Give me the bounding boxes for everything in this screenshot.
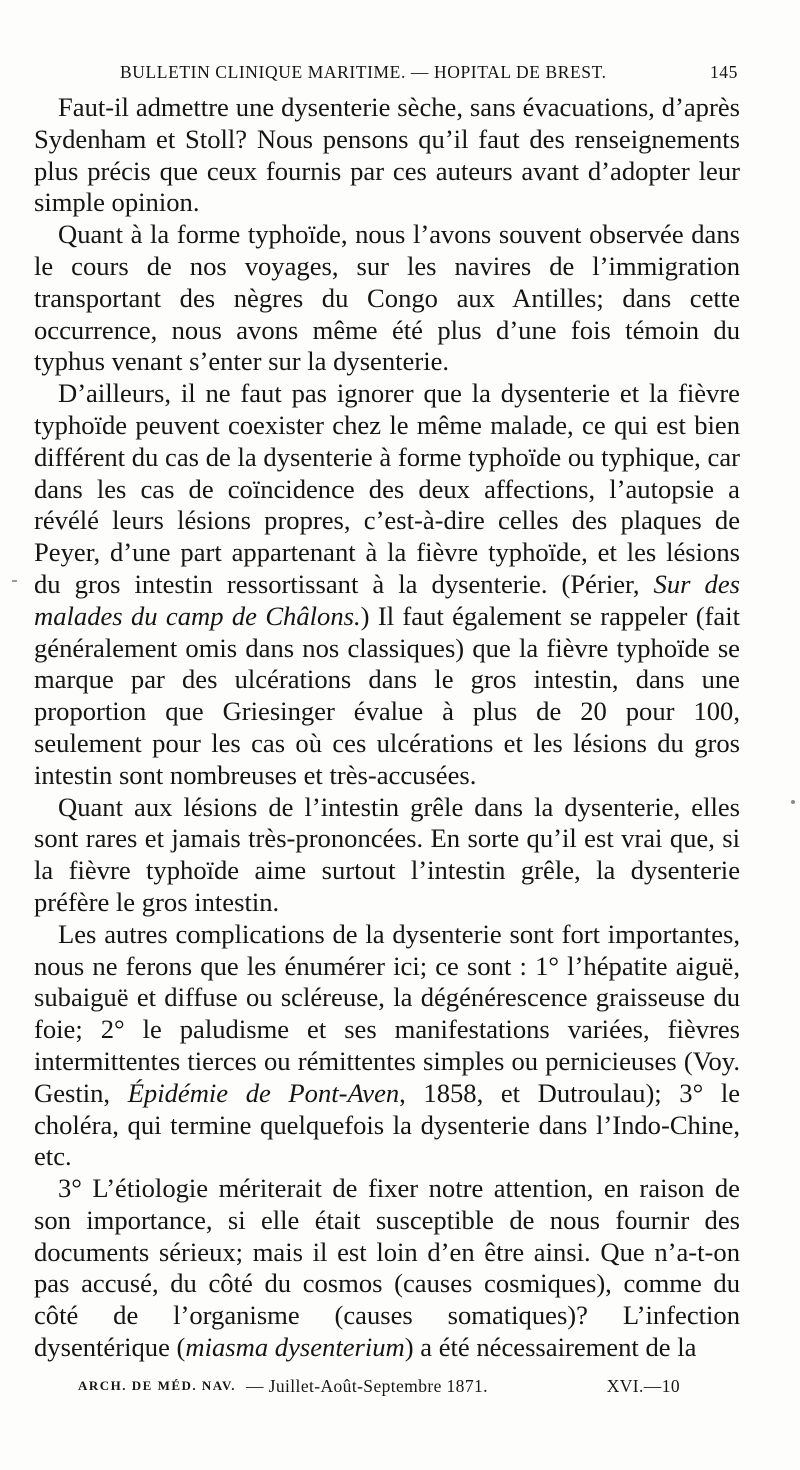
italic-citation: Sur des malades du camp de Châlons. xyxy=(34,568,740,631)
paragraph xyxy=(34,219,740,378)
print-speck xyxy=(12,580,17,582)
text-run: Quant aux lésions de l’intestin grêle dans la dysenterie, elles sont rares et jamais très-prononcées. En sorte qu’il est vrai que, si la fièvre typhoïde aime surtout l’intestin grêle, la dysenterie préfère le gros intestin. xyxy=(34,791,740,917)
text-run: Quant à la forme typhoïde, nous l’avons souvent observée dans le cours de nos voyages, sur les navires de l’immigration transportant des nègres du Congo aux Antilles; dans cette occurrence, nous avons même été plus d’une fois témoin du typhus venant s’enter sur la dysenterie. xyxy=(34,219,740,377)
text-run: Faut-il admettre une dysenterie sèche, sans évacuations, d’après Sydenham et Stoll? Nous pensons qu’il faut des renseignements plus précis que ceux fournis par ces auteurs avant d’adopter leur simple opinion. xyxy=(34,92,740,218)
running-title: BULLETIN CLINIQUE MARITIME. — HOPITAL DE BREST. xyxy=(120,62,607,82)
paragraph xyxy=(34,92,740,219)
page-number: 145 xyxy=(709,62,738,82)
signature-mark: XVI.—10 xyxy=(606,1376,680,1396)
paragraph xyxy=(34,1173,740,1364)
page-footer xyxy=(78,1376,718,1402)
body-text xyxy=(34,92,740,1364)
print-speck xyxy=(791,800,795,804)
text-run: ) Il faut également se rappeler (fait généralement omis dans nos classiques) que la fièvre typhoïde se marque par des ulcérations dans le gros intestin, dans une proportion que Griesinger évalue à plus de 20 pour 100, seulement pour les cas où ces ulcérations et les lésions du gros intestin sont nombreuses et très-accusées. xyxy=(34,600,740,790)
paragraph xyxy=(34,792,740,919)
italic-citation: Épidémie de Pont-Aven xyxy=(127,1077,400,1108)
paragraph xyxy=(34,919,740,1173)
text-run: Les autres complications de la dysenterie sont fort importantes, nous ne ferons que les énumérer ici; ce sont : 1° l’hépatite aiguë, subaiguë et diffuse ou scléreuse, la dégénérescence graisseuse du foie; 2° le paludisme et ses manifestations variées, fièvres intermittentes tierces ou rémittentes simples ou pernicieuses (Voy. Gestin, xyxy=(34,918,740,1108)
running-header xyxy=(112,62,740,88)
text-run: 3° L’étiologie mériterait de fixer notre attention, en raison de son importance, si elle était susceptible de nous fournir des documents sérieux; mais il est loin d’en être ainsi. Que n’a-t-on pas accusé, du côté du cosmos (causes cosmiques), comme du côté de l’organisme (causes somatiques)? L’infection dysentérique ( xyxy=(34,1173,740,1363)
journal-abbreviation: ARCH. DE MÉD. NAV. xyxy=(78,1378,236,1393)
issue-date: — Juillet-Août-Septembre 1871. xyxy=(246,1376,488,1396)
italic-citation: miasma dysenterium xyxy=(185,1332,405,1363)
paragraph xyxy=(34,378,740,791)
text-run: ) a été nécessairement de la xyxy=(404,1332,697,1363)
text-run: , 1858, et Dutroulau); 3° le choléra, qui termine quelquefois la dysenterie dans l’Indo-Chine, etc. xyxy=(34,1077,741,1172)
text-run: D’ailleurs, il ne faut pas ignorer que la dysenterie et la fièvre typhoïde peuvent coexister chez le même malade, ce qui est bien différent du cas de la dysenterie à forme typhoïde ou typhique, car dans les cas de coïncidence des deux affections, l’autopsie a révélé leurs lésions propres, c’est-à-dire celles des plaques de Peyer, d’une part appartenant à la fièvre typhoïde, et les lésions du gros intestin ressortissant à la dysenterie. (Périer, xyxy=(34,378,740,599)
